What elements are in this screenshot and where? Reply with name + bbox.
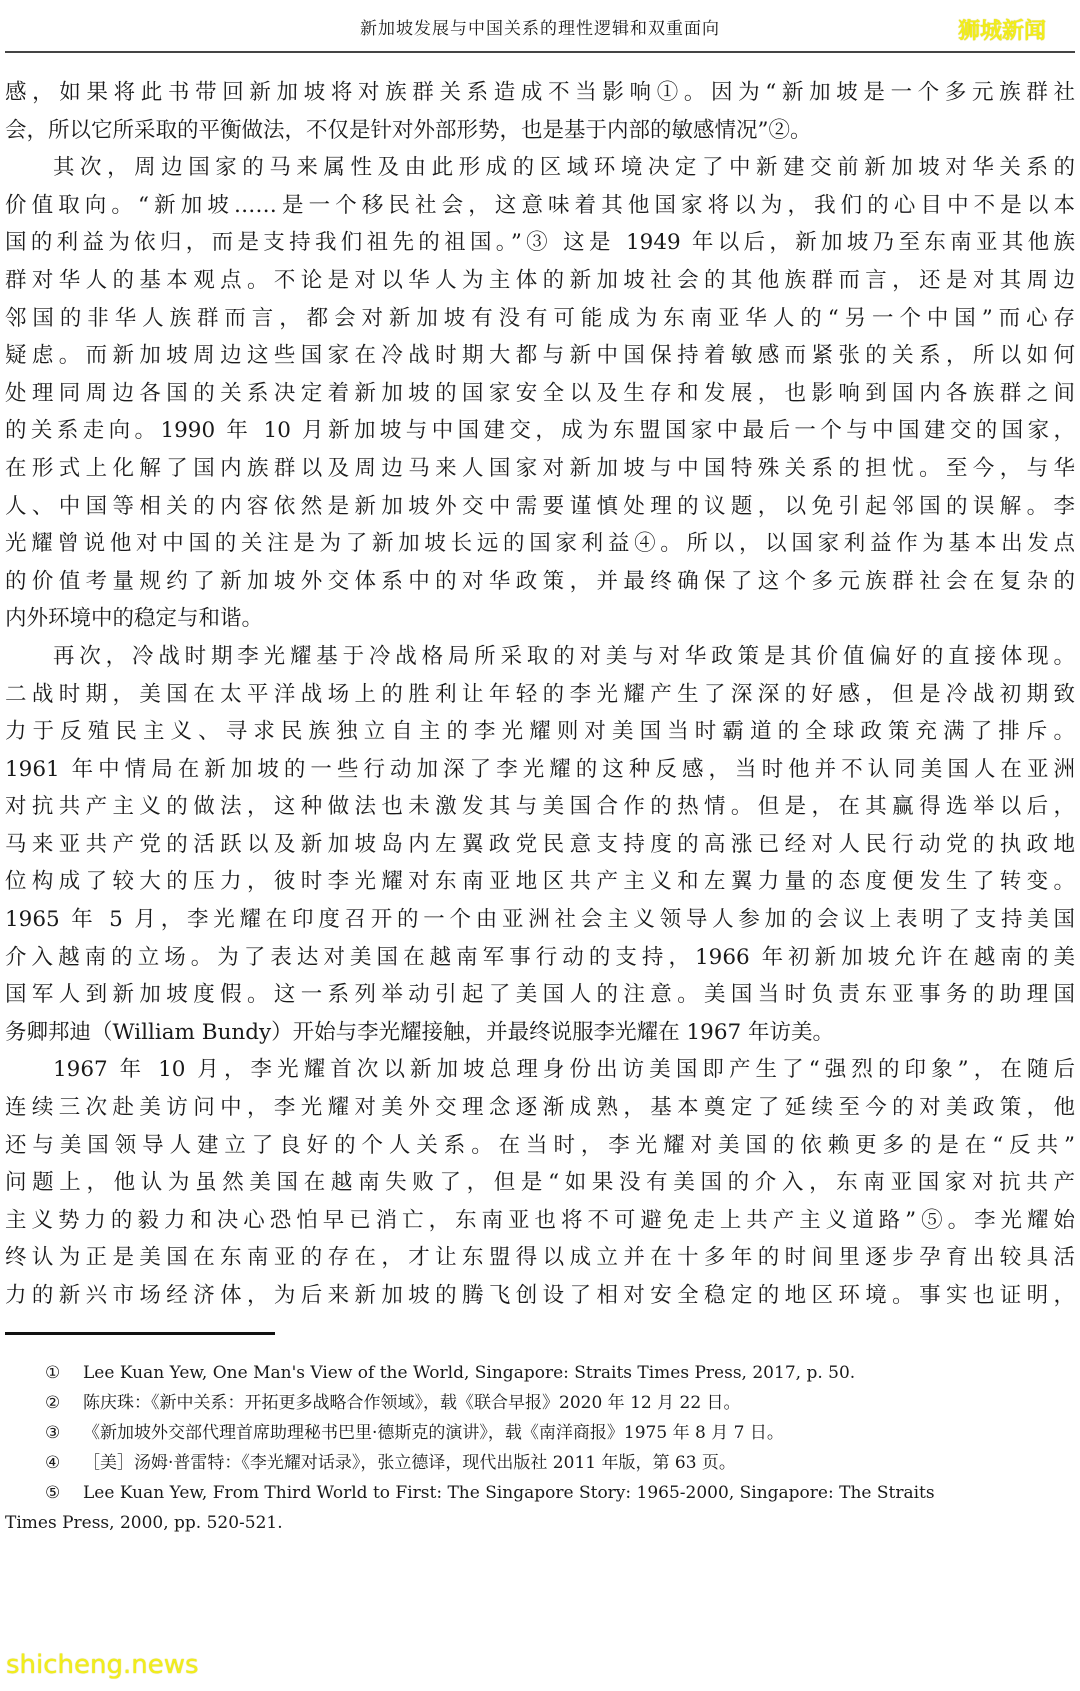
text-line: 群对华人的基本观点。不论是对以华人为主体的新加坡社会的其他族群而言，还是对其周边 [5, 267, 1075, 293]
text-line: 1965 年 5 月，李光耀在印度召开的一个由亚洲社会主义领导人参加的会议上表明了支持美国 [5, 907, 1075, 933]
text-line: 内外环境中的稳定与和谐。 [5, 606, 264, 632]
footnote-continuation: Times Press, 2000, pp. 520-521. [5, 1513, 283, 1533]
text-line: 马来亚共产党的活跃以及新加坡岛内左翼政党民意支持度的高涨已经对人民行动党的执政地 [5, 831, 1075, 857]
text-line: 在形式上化解了国内族群以及周边马来人国家对新加坡与中国特殊关系的担忧。至今，与华 [5, 455, 1075, 481]
footnote [5, 1448, 1075, 1478]
body-text [5, 74, 1075, 1315]
footnote-number: ⑤ [45, 1483, 61, 1503]
text-line: 会，所以它所采取的平衡做法，不仅是针对外部形势，也是基于内部的敏感情况”②。 [5, 117, 812, 143]
text-line: 问题上，他认为虽然美国在越南失败了，但是“如果没有美国的介入，东南亚国家对抗共产 [5, 1170, 1075, 1196]
text-line: 务卿邦迪（William Bundy）开始与李光耀接触，并最终说服李光耀在 1967 年访美。 [5, 1019, 835, 1045]
footnote-number: ② [45, 1393, 61, 1413]
text-line: 光耀曾说他对中国的关注是为了新加坡长远的国家利益④。所以，以国家利益作为基本出发点 [5, 531, 1075, 557]
footnote-text: ［美］汤姆·普雷特：《李光耀对话录》，张立德译，现代出版社 2011 年版，第 63 页。 [83, 1453, 736, 1473]
footnote-number: ① [45, 1363, 61, 1383]
footnote-text: Lee Kuan Yew, One Man's View of the World, Singapore: Straits Times Press, 2017, p. 50. [83, 1363, 856, 1383]
text-line: 人、中国等相关的内容依然是新加坡外交中需要谨慎处理的议题，以免引起邻国的误解。李 [5, 493, 1075, 519]
text-line: 主义势力的毅力和决心恐怕早已消亡，东南亚也将不可避免走上共产主义道路”⑤。李光耀始 [5, 1207, 1075, 1233]
text-line: 介入越南的立场。为了表达对美国在越南军事行动的支持，1966 年初新加坡允许在越南的美 [5, 944, 1075, 970]
footnote-rule [5, 1332, 275, 1335]
text-line: 处理同周边各国的关系决定着新加坡的国家安全以及生存和发展，也影响到国内各族群之间 [5, 380, 1075, 406]
header-rule [5, 51, 1075, 53]
text-line: 连续三次赴美访问中，李光耀对美外交理念逐渐成熟，基本奠定了延续至今的对美政策，他 [5, 1095, 1075, 1121]
footnote [5, 1478, 1075, 1508]
watermark-top: 狮城新闻 [958, 19, 1047, 44]
footnote [5, 1388, 1075, 1418]
text-line: 感，如果将此书带回新加坡将对族群关系造成不当影响①。因为“新加坡是一个多元族群社 [5, 80, 1075, 105]
text-line: 其次，周边国家的马来属性及由此形成的区域环境决定了中新建交前新加坡对华关系的 [53, 155, 1075, 181]
text-line: 对抗共产主义的做法，这种做法也未激发其与美国合作的热情。但是，在其赢得选举以后， [5, 794, 1075, 820]
running-header-title: 新加坡发展与中国关系的理性逻辑和双重面向 [360, 19, 720, 39]
footnote-text: 《新加坡外交部代理首席助理秘书巴里·德斯克的演讲》，载《南洋商报》1975 年 8 月 7 日。 [83, 1423, 784, 1443]
watermark-bottom: shicheng.news [6, 1650, 199, 1680]
text-line: 力的新兴市场经济体，为后来新加坡的腾飞创设了相对安全稳定的地区环境。事实也证明， [5, 1283, 1075, 1308]
footnote-text: Lee Kuan Yew, From Third World to First: The Singapore Story: 1965-2000, Singapore: The Straits [83, 1483, 935, 1503]
text-line: 的价值考量规约了新加坡外交体系中的对华政策，并最终确保了这个多元族群社会在复杂的 [5, 568, 1075, 594]
footnote [5, 1358, 1075, 1388]
footnotes [5, 1358, 1075, 1538]
footnote-number: ③ [45, 1423, 61, 1443]
text-line: 还与美国领导人建立了良好的个人关系。在当时，李光耀对美国的依赖更多的是在“反共” [5, 1132, 1075, 1158]
text-line: 价值取向。“新加坡……是一个移民社会，这意味着其他国家将以为，我们的心目中不是以本 [5, 192, 1075, 218]
text-line: 二战时期，美国在太平洋战场上的胜利让年轻的李光耀产生了深深的好感，但是冷战初期致 [5, 681, 1075, 707]
text-line: 再次，冷战时期李光耀基于冷战格局所采取的对美与对华政策是其价值偏好的直接体现。 [53, 643, 1075, 669]
footnote-text: 陈庆珠：《新中关系：开拓更多战略合作领域》，载《联合早报》2020 年 12 月 22 日。 [83, 1393, 741, 1413]
text-line: 国军人到新加坡度假。这一系列举动引起了美国人的注意。美国当时负责东亚事务的助理国 [5, 982, 1075, 1008]
text-line: 疑虑。而新加坡周边这些国家在冷战时期大都与新中国保持着敏感而紧张的关系，所以如何 [5, 343, 1075, 369]
text-line: 1967 年 10 月，李光耀首次以新加坡总理身份出访美国即产生了“强烈的印象”，在随后 [53, 1057, 1075, 1083]
text-line: 力于反殖民主义、寻求民族独立自主的李光耀则对美国当时霸道的全球政策充满了排斥。 [5, 719, 1075, 745]
text-line: 位构成了较大的压力，彼时李光耀对东南亚地区共产主义和左翼力量的态度便发生了转变。 [5, 869, 1075, 895]
text-line: 的关系走向。1990 年 10 月新加坡与中国建交，成为东盟国家中最后一个与中国建交的国家， [5, 418, 1075, 444]
text-line: 国的利益为依归，而是支持我们祖先的祖国。”③ 这是 1949 年以后，新加坡乃至东南亚其他族 [5, 230, 1075, 256]
text-line: 1961 年中情局在新加坡的一些行动加深了李光耀的这种反感，当时他并不认同美国人在亚洲 [5, 756, 1075, 782]
footnote [5, 1418, 1075, 1448]
footnote-number: ④ [45, 1453, 61, 1473]
text-line: 终认为正是美国在东南亚的存在，才让东盟得以成立并在十多年的时间里逐步孕育出较具活 [5, 1245, 1075, 1271]
text-line: 邻国的非华人族群而言，都会对新加坡有没有可能成为东南亚华人的“另一个中国”而心存 [5, 305, 1075, 331]
